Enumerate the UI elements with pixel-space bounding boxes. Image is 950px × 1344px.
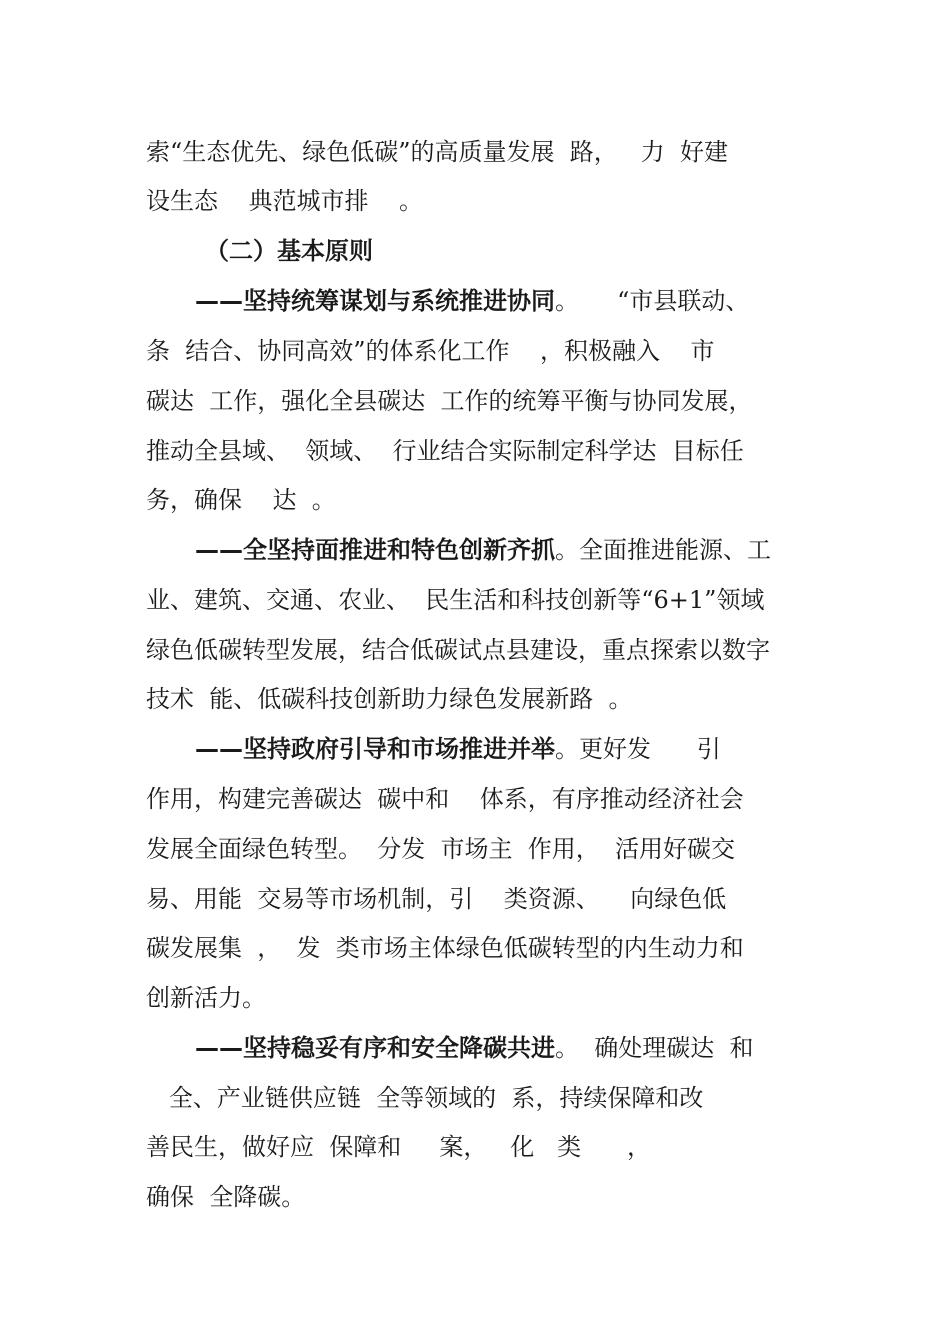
paragraph-line: 善民生，做好应 保障和 案， 化 类 ， — [146, 1133, 651, 1161]
paragraph-line: 绿色低碳转型发展，结合低碳试点县建设，重点探索以数字 — [146, 636, 770, 664]
principle-4-text: 。 确处理碳达 和 — [555, 1034, 754, 1062]
principle-1-first-line — [195, 286, 855, 316]
paragraph-line: 技术 能、低碳科技创新助力绿色发展新路 。 — [146, 685, 633, 713]
principle-4-first-line — [195, 1033, 855, 1063]
principle-3-title: ——坚持政府引导和市场推进并举 — [195, 735, 555, 763]
paragraph-line: 碳达 工作，强化全县碳达 工作的统筹平衡与协同发展， — [146, 387, 753, 415]
paragraph-line: 索“生态优先、绿色低碳”的高质量发展 路， 力 好建 — [146, 138, 728, 166]
paragraph-line: 碳发展集 ， 发 类市场主体绿色低碳转型的内生动力和 — [146, 934, 744, 962]
paragraph-line: 设生态 典范城市排 。 — [146, 187, 424, 215]
paragraph-line: 发展全面绿色转型。 分发 市场主 作用， 活用好碳交 — [146, 835, 736, 863]
paragraph-line: 创新活力。 — [146, 984, 266, 1012]
principle-2-title: ——全坚持面推进和特色创新齐抓 — [195, 536, 555, 564]
principle-3-first-line — [195, 734, 855, 764]
paragraph-line: 易、用能 交易等市场机制，引 类资源、 向绿色低 — [146, 885, 727, 913]
principle-2-first-line — [195, 535, 855, 565]
principle-4-title: ——坚持稳妥有序和安全降碳共进 — [195, 1034, 555, 1062]
paragraph-line: 全、产业链供应链 全等领域的 系，持续保障和改 — [146, 1084, 704, 1112]
principle-1-title: ——坚持统筹谋划与系统推进协同 — [195, 287, 555, 315]
paragraph-line: 务，确保 达 。 — [146, 486, 336, 514]
section-heading: （二）基本原则 — [205, 237, 373, 265]
principle-1-text: 。 “市县联动、 — [555, 287, 750, 315]
principle-3-text: 。更好发 引 — [555, 735, 721, 763]
paragraph-line: 确保 全降碳。 — [146, 1183, 306, 1211]
paragraph-line: 业、建筑、交通、农业、 民生活和科技创新等“6+1”领域 — [146, 586, 765, 614]
paragraph-line: 推动全县域、 领域、 行业结合实际制定科学达 目标任 — [146, 437, 744, 465]
paragraph-line: 作用，构建完善碳达 碳中和 体系，有序推动经济社会 — [146, 785, 744, 813]
paragraph-line: 条 结合、协同高效”的体系化工作 ，积极融入 市 — [146, 337, 715, 365]
principle-2-text: 。全面推进能源、工 — [555, 536, 771, 564]
